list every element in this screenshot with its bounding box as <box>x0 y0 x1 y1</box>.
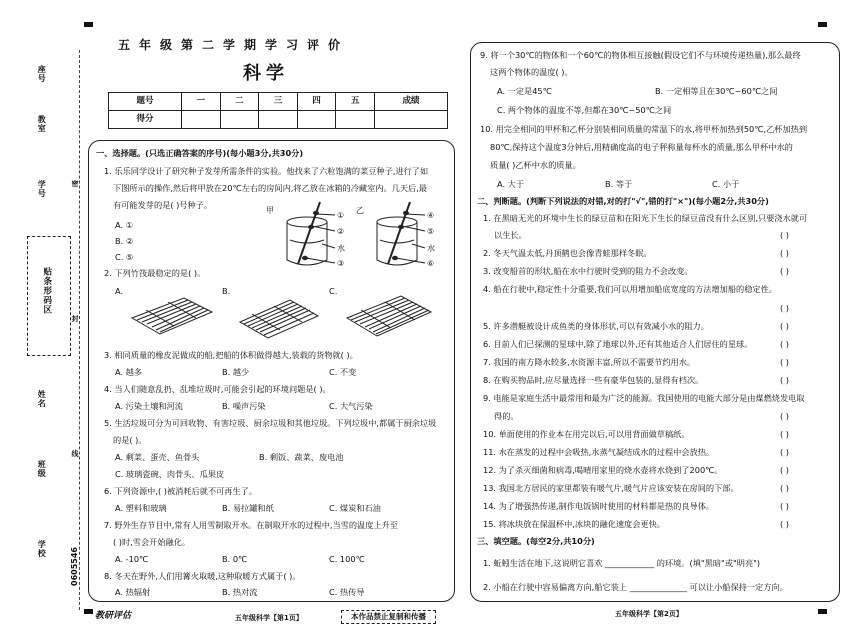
q7-option-b: B. 0℃ <box>222 554 248 564</box>
q3-option-b: B. 越少 <box>222 367 250 377</box>
judge-11-answer-box[interactable]: ( ) <box>780 447 789 457</box>
judge-7-answer-box[interactable]: ( ) <box>780 357 789 367</box>
judge-15-answer-box[interactable]: ( ) <box>780 519 789 529</box>
side-label-class: 班级 <box>37 460 47 478</box>
exam-title: 五年级第二学期学习评价 <box>118 38 350 52</box>
judge-13-answer-box[interactable]: ( ) <box>780 483 789 493</box>
barcode-area <box>27 236 71 356</box>
fig-label-6: ⑥ <box>427 259 435 268</box>
seal-word-feng: 封 <box>71 315 80 323</box>
judge-12-answer-box[interactable]: ( ) <box>780 465 789 475</box>
q8-option-b: B. 热对流 <box>222 587 258 597</box>
q9-option-a: A. 一定是45℃ <box>497 86 552 96</box>
section-3-heading: 三、填空题。(每空2分,共10分) <box>477 536 595 546</box>
score-cell[interactable] <box>336 111 375 129</box>
fig-label-yi: 乙 <box>356 206 364 215</box>
q6-option-c: C. 煤炭和石油 <box>329 503 381 513</box>
judge-9-answer-box[interactable]: ( ) <box>780 411 789 421</box>
seal-word-xian: 线 <box>71 450 80 458</box>
fill-1-text: 1. 蚯蚓生活在地下,这说明它喜欢 ____________ 的环境。(填"黑暗"或"明亮") <box>483 558 761 568</box>
judge-1-answer-box[interactable]: ( ) <box>780 230 789 240</box>
q2-option-b: B. <box>222 286 231 296</box>
judge-13-text: 13. 我国北方居民的家里都装有暖气片,暖气片应该安装在房间的下部。 <box>483 483 739 493</box>
section-2-heading: 二、判断题。(判断下列说法的对错,对的打"√",错的打"×")(每小题2分,共30分) <box>477 196 769 206</box>
side-label-student-id: 学号 <box>37 180 47 198</box>
q4-option-b: B. 噪声污染 <box>222 401 266 411</box>
q10-option-b: B. 等于 <box>605 179 633 189</box>
judge-6-text: 6. 目前人们已探测的星球中,除了地球以外,还有其他适合人们居住的星球。 <box>483 339 753 349</box>
score-header-cell: 成绩 <box>374 93 447 111</box>
side-label-school: 学校 <box>37 540 47 558</box>
judge-9-line-2: 得的。 <box>494 411 519 421</box>
side-label-seat: 座号 <box>37 65 47 83</box>
q1-line-1: 1. 乐乐同学设计了研究种子发芽所需条件的实验。他找来了六粒饱满的菜豆种子,进行了如 <box>104 166 429 176</box>
judge-12-text: 12. 为了杀灭细菌和病毒,喝晴用家里的烧水壶将水烧到了200℃。 <box>483 465 723 475</box>
q5-option-b: B. 剩饭、蔬菜、废电池 <box>259 452 344 462</box>
q8-text: 8. 冬天在野外,人们用篝火取暖,这种取暖方式属于( )。 <box>104 571 301 581</box>
judge-10-answer-box[interactable]: ( ) <box>780 429 789 439</box>
seed-experiment-figure <box>260 200 450 272</box>
judge-3-text: 3. 改变船首的形状,船在水中行驶时受到的阻力不会改变。 <box>483 266 693 276</box>
q5-line-2: 的是( )。 <box>113 435 147 445</box>
serial-number: 0605546 <box>70 547 79 586</box>
score-cell[interactable] <box>182 111 221 129</box>
judge-15-text: 15. 将冰块放在保温杯中,冰块的融化速度会更快。 <box>483 519 665 529</box>
q5-line-1: 5. 生活垃圾可分为可回收物、有害垃圾、厨余垃圾和其他垃圾。下列垃圾中,都属于厨余垃圾 <box>104 418 437 428</box>
raft-a-image <box>128 296 214 336</box>
q5-option-a: A. 剩菜、蛋壳、鱼骨头 <box>115 452 200 462</box>
q6-text: 6. 下列资源中,( )被消耗后就不可再生了。 <box>104 486 258 496</box>
fig-label-1: ① <box>337 211 345 220</box>
score-table-header-row <box>109 93 448 111</box>
q6-option-b: B. 易拉罐和纸 <box>222 503 274 513</box>
q9-option-c: C. 两个物体的温度不等,但都在30℃~50℃之间 <box>497 105 672 115</box>
q2-option-a: A. <box>115 286 124 296</box>
page1-footer: 五年级科学【第1页】 <box>235 614 303 622</box>
q5-option-c: C. 玻璃瓷碗、肉骨头、瓜果皮 <box>115 469 225 479</box>
registration-mark <box>818 22 827 27</box>
q7-option-a: A. -10℃ <box>115 554 149 564</box>
score-header-cell: 五 <box>336 93 375 111</box>
q9-line-2: 这两个物体的温度( )。 <box>490 67 573 77</box>
registration-mark <box>84 22 93 27</box>
judge-6-answer-box[interactable]: ( ) <box>780 339 789 349</box>
judge-10-text: 10. 单面使用的作业本在用完以后,可以用背面做草稿纸。 <box>483 429 690 439</box>
seal-word-mi: 密 <box>71 180 80 188</box>
judge-2-text: 2. 冬天气温太低,丹顶鹤也会像青蛙那样冬眠。 <box>483 248 652 258</box>
barcode-area-label: 贴条形码区 <box>41 267 52 315</box>
fig-label-3: ③ <box>337 259 345 268</box>
subject-title: 科学 <box>243 63 289 84</box>
q3-option-a: A. 越多 <box>115 367 143 377</box>
q1-option-b: B. ② <box>115 236 134 246</box>
judge-4-answer-box[interactable]: ( ) <box>780 303 789 313</box>
q7-option-c: C. 100℃ <box>329 554 365 564</box>
score-table <box>108 92 448 129</box>
q8-option-c: C. 热传导 <box>329 587 365 597</box>
q4-text: 4. 当人们随意乱扔、乱堆垃圾时,可能会引起的环境问题是( )。 <box>104 384 331 394</box>
q7-line-1: 7. 野外生存节目中,常有人用雪制取开水。在制取开水的过程中,当雪的温度上升至 <box>104 520 398 530</box>
judge-14-text: 14. 为了增强热传递,制作电饭锅时使用的材料都是热的良导体。 <box>483 501 715 511</box>
fig-label-water: 水 <box>427 244 435 253</box>
publisher-logo: 教研评估 <box>95 611 132 621</box>
fig-label-2: ② <box>337 227 345 236</box>
copyright-stamp: 本作品禁止复制和传播 <box>341 610 436 624</box>
q3-text: 3. 相同质量的橡皮泥做成的船,把船的体积做得越大,装载的货物就( )。 <box>104 350 358 360</box>
q10-option-a: A. 大于 <box>497 179 525 189</box>
judge-9-line-1: 9. 电能是家庭生活中最常用和最为广泛的能源。我国使用的电能大部分是由煤燃烧发电取 <box>483 393 805 403</box>
judge-5-answer-box[interactable]: ( ) <box>780 321 789 331</box>
score-cell[interactable] <box>259 111 298 129</box>
judge-4-text: 4. 船在行驶中,稳定性十分重要,我们可以用增加船底宽度的方法增加船的稳定性。 <box>483 284 777 294</box>
raft-b-image <box>236 298 322 340</box>
registration-mark <box>84 609 93 614</box>
q9-option-b: B. 一定相等且在30℃~60℃之间 <box>655 86 778 96</box>
judge-2-answer-box[interactable]: ( ) <box>780 248 789 258</box>
judge-3-answer-box[interactable]: ( ) <box>780 266 789 276</box>
judge-1-line-1: 1. 在黑暗无光的环境中生长的绿豆苗和在阳光下生长的绿豆苗没有什么区别,只要浇水就可 <box>483 213 808 223</box>
q8-option-a: A. 热辐射 <box>115 587 151 597</box>
score-header-cell: 二 <box>220 93 259 111</box>
judge-7-text: 7. 我国的南方降水较多,水资源丰富,所以不需要节约用水。 <box>483 357 696 367</box>
score-table-row <box>109 111 448 129</box>
q10-line-3: 质量( )乙杯中水的质量。 <box>490 160 581 170</box>
q1-line-3: 有可能发芽的是( )号种子。 <box>113 200 213 210</box>
fig-label-4: ④ <box>427 211 435 220</box>
q2-text: 2. 下列竹筏最稳定的是( )。 <box>104 268 206 278</box>
fig-label-5: ⑤ <box>427 227 435 236</box>
side-label-classroom: 教室 <box>37 115 47 133</box>
q4-option-a: A. 污染土壤和河流 <box>115 401 183 411</box>
q1-option-c: C. ⑤ <box>115 252 134 262</box>
fill-2-text: 2. 小船在行驶中容易偏离方向,船它装上 ______________ 可以让小船保持一定方向。 <box>483 582 788 592</box>
judge-11-text: 11. 水在蒸发的过程中会吸热,水蒸气凝结成水的过程中会放热。 <box>483 447 715 457</box>
score-header-cell: 一 <box>182 93 221 111</box>
q2-option-c: C. <box>329 286 338 296</box>
fig-label-jia: 甲 <box>266 206 274 215</box>
fig-label-water: 水 <box>337 244 345 253</box>
judge-8-text: 8. 在购买物品时,应尽量选择一些有豪华包装的,显得有档次。 <box>483 375 704 385</box>
q1-line-2: 下图所示的操作,然后将甲放在20℃左右的房间内,将乙放在冰箱的冷藏室内。几天后,最 <box>113 183 427 193</box>
score-header-cell: 四 <box>297 93 336 111</box>
score-row-label: 得分 <box>109 111 182 129</box>
q10-line-1: 10. 用完全相同的甲杯和乙杯分别装相同质量的常温下的水,将甲杯加热到50℃,乙杯加热到 <box>480 124 808 134</box>
q6-option-a: A. 塑料和玻璃 <box>115 503 167 513</box>
q3-option-c: C. 不变 <box>329 367 357 377</box>
score-cell[interactable] <box>220 111 259 129</box>
q7-line-2: ( )时,雪会开始融化。 <box>113 537 191 547</box>
score-cell[interactable] <box>297 111 336 129</box>
q1-option-a: A. ① <box>115 220 134 230</box>
score-cell[interactable] <box>374 111 447 129</box>
section-1-heading: 一、选择题。(只选正确答案的序号)(每小题3分,共30分) <box>96 148 304 158</box>
q9-line-1: 9. 将一个30℃的物体和一个60℃的物体相互接触(假设它们不与环境传递热量),那么最终 <box>480 50 801 60</box>
registration-mark <box>818 609 827 614</box>
judge-8-answer-box[interactable]: ( ) <box>780 375 789 385</box>
q10-option-c: C. 小于 <box>712 179 740 189</box>
binding-line <box>79 50 80 610</box>
judge-14-answer-box[interactable]: ( ) <box>780 501 789 511</box>
page2-footer: 五年级科学【第2页】 <box>615 610 683 618</box>
q4-option-c: C. 大气污染 <box>329 401 373 411</box>
score-header-cell: 题号 <box>109 93 182 111</box>
judge-1-line-2: 以生长。 <box>494 230 527 240</box>
q10-line-2: 80℃,保持这个温度3分钟后,用精确度高的电子秤称量每杯水的质量,那么甲杯中水的 <box>490 142 793 152</box>
judge-5-text: 5. 许多潜艇被设计成鱼类的身体形状,可以有效减小水的阻力。 <box>483 321 709 331</box>
raft-c-image <box>343 294 435 338</box>
side-label-name: 姓名 <box>37 390 47 408</box>
score-header-cell: 三 <box>259 93 298 111</box>
